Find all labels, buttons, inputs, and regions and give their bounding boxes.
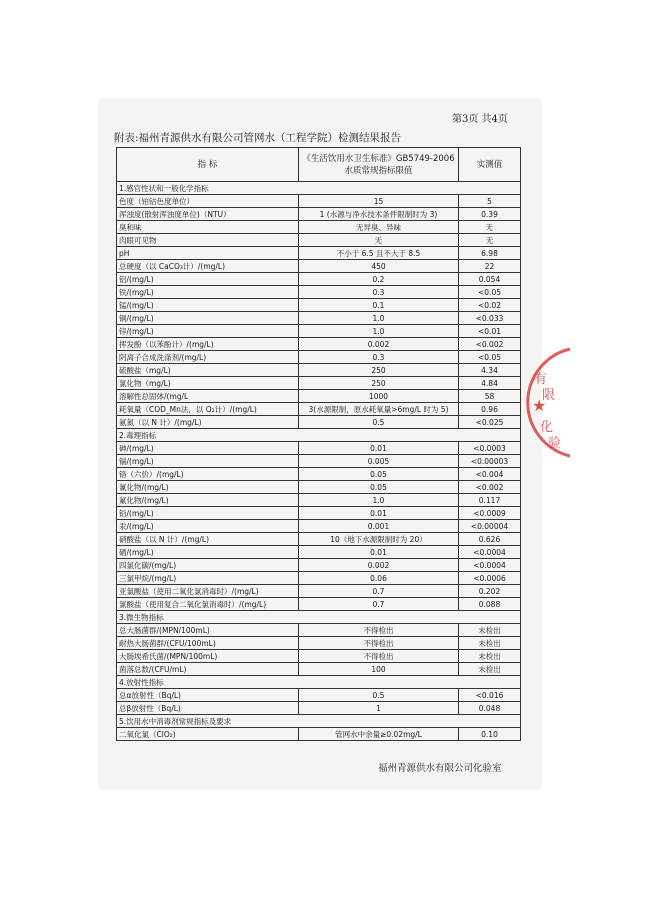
table-row	[117, 494, 521, 507]
svg-text:有: 有	[534, 372, 548, 387]
indicator-cell: 三氯甲烷/(mg/L)	[117, 572, 299, 585]
indicator-cell: 阴离子合成洗涤剂/(mg/L)	[117, 351, 299, 364]
limit-cell: 3(水源限制，原水耗氧量>6mg/L 时为 5)	[299, 403, 459, 416]
limit-cell: 0.06	[299, 572, 459, 585]
indicator-cell: 溶解性总固体/(mg/L	[117, 390, 299, 403]
table-row	[117, 689, 521, 702]
measured-cell: 0.39	[459, 208, 521, 221]
indicator-cell: 菌落总数/(CFU/mL)	[117, 663, 299, 676]
section-title: 4.放射性指标	[117, 676, 521, 689]
limit-cell: 0.05	[299, 468, 459, 481]
indicator-cell: 硝酸盐（以 N 计）/(mg/L)	[117, 533, 299, 546]
table-row	[117, 507, 521, 520]
measured-cell: <0.0006	[459, 572, 521, 585]
limit-cell: 1.0	[299, 312, 459, 325]
table-row	[117, 702, 521, 715]
section-title: 1.感官性状和一般化学指标	[117, 182, 521, 195]
table-row	[117, 572, 521, 585]
measured-cell: 0.054	[459, 273, 521, 286]
indicator-cell: 铬（六价）/(mg/L)	[117, 468, 299, 481]
measured-cell: 0.10	[459, 728, 521, 741]
limit-cell: 1	[299, 702, 459, 715]
measured-cell: 无	[459, 234, 521, 247]
indicator-cell: 硒/(mg/L)	[117, 546, 299, 559]
section-row	[117, 676, 521, 689]
header-standard-line2: 水质常规指标限值	[344, 165, 413, 176]
limit-cell: 0.005	[299, 455, 459, 468]
table-row	[117, 286, 521, 299]
measured-cell: <0.0003	[459, 442, 521, 455]
indicator-cell: 二氧化氯（ClO₂)	[117, 728, 299, 741]
limit-cell: 0.3	[299, 351, 459, 364]
table-row	[117, 260, 521, 273]
measured-cell: 未检出	[459, 650, 521, 663]
measured-cell: 5	[459, 195, 521, 208]
limit-cell: 250	[299, 364, 459, 377]
measured-cell: 0.96	[459, 403, 521, 416]
header-standard-line1: 《生活饮用水卫生标准》GB5749-2006	[302, 153, 455, 164]
table-row	[117, 442, 521, 455]
header-indicator: 指 标	[117, 148, 299, 182]
table-row	[117, 312, 521, 325]
limit-cell: 1.0	[299, 494, 459, 507]
table-row	[117, 637, 521, 650]
section-row	[117, 611, 521, 624]
limit-cell: 不得检出	[299, 624, 459, 637]
measured-cell: <0.05	[459, 286, 521, 299]
indicator-cell: 亚氯酸盐（使用二氧化氯消毒时）/(mg/L)	[117, 585, 299, 598]
limit-cell: 不小于 6.5 且不大于 8.5	[299, 247, 459, 260]
table-header-row	[117, 148, 521, 182]
section-row	[117, 429, 521, 442]
measured-cell: <0.004	[459, 468, 521, 481]
indicator-cell: 铜/(mg/L)	[117, 312, 299, 325]
table-row	[117, 728, 521, 741]
indicator-cell: 浑浊度(散射浑浊度单位)（NTU）	[117, 208, 299, 221]
table-row	[117, 468, 521, 481]
lab-signature: 福州青源供水有限公司化验室	[378, 763, 502, 774]
svg-text:★: ★	[532, 396, 547, 415]
section-title: 3.微生物指标	[117, 611, 521, 624]
table-row	[117, 299, 521, 312]
table-row	[117, 208, 521, 221]
measured-cell: 0.202	[459, 585, 521, 598]
measured-cell: 4.34	[459, 364, 521, 377]
results-table	[116, 147, 521, 741]
measured-cell: <0.0009	[459, 507, 521, 520]
measured-cell: 0.626	[459, 533, 521, 546]
table-row	[117, 650, 521, 663]
limit-cell: 100	[299, 663, 459, 676]
indicator-cell: 四氯化碳/(mg/L)	[117, 559, 299, 572]
measured-cell: <0.002	[459, 481, 521, 494]
report-title: 附表:福州青源供水有限公司管网水（工程学院）检测结果报告	[114, 132, 402, 144]
header-measured: 实测值	[459, 148, 521, 182]
indicator-cell: 铅/(mg/L)	[117, 507, 299, 520]
limit-cell: 0.7	[299, 598, 459, 611]
table-row	[117, 598, 521, 611]
measured-cell: 未检出	[459, 637, 521, 650]
indicator-cell: 氨氮（以 N 计）/(mg/L)	[117, 416, 299, 429]
indicator-cell: 耗氧量（COD_Mn法，以 O₂计）/(mg/L)	[117, 403, 299, 416]
table-row	[117, 546, 521, 559]
table-row	[117, 221, 521, 234]
table-row	[117, 338, 521, 351]
svg-text:限: 限	[542, 388, 556, 403]
limit-cell: 15	[299, 195, 459, 208]
indicator-cell: 硫酸盐（mg/L)	[117, 364, 299, 377]
table-row	[117, 520, 521, 533]
section-title: 2.毒理指标	[117, 429, 521, 442]
indicator-cell: 铝/(mg/L)	[117, 273, 299, 286]
limit-cell: 不得检出	[299, 650, 459, 663]
measured-cell: <0.0004	[459, 546, 521, 559]
table-row	[117, 416, 521, 429]
table-row	[117, 390, 521, 403]
measured-cell: 6.98	[459, 247, 521, 260]
header-standard	[299, 148, 459, 182]
limit-cell: 1.0	[299, 325, 459, 338]
indicator-cell: 耐热大肠菌群/(CFU/100mL)	[117, 637, 299, 650]
table-row	[117, 247, 521, 260]
limit-cell: 0.1	[299, 299, 459, 312]
limit-cell: 1 (水源与净水技术条件限制时为 3)	[299, 208, 459, 221]
table-row	[117, 455, 521, 468]
table-row	[117, 481, 521, 494]
section-title: 5.饮用水中消毒剂常规指标及要求	[117, 715, 521, 728]
limit-cell: 250	[299, 377, 459, 390]
table-row	[117, 663, 521, 676]
indicator-cell: 氟化物/(mg/L)	[117, 494, 299, 507]
measured-cell: 无	[459, 221, 521, 234]
measured-cell: <0.05	[459, 351, 521, 364]
indicator-cell: pH	[117, 247, 299, 260]
limit-cell: 450	[299, 260, 459, 273]
indicator-cell: 砷/(mg/L)	[117, 442, 299, 455]
table-row	[117, 234, 521, 247]
measured-cell: <0.025	[459, 416, 521, 429]
indicator-cell: 肉眼可见物	[117, 234, 299, 247]
section-row	[117, 715, 521, 728]
measured-cell: 0.048	[459, 702, 521, 715]
limit-cell: 0.01	[299, 546, 459, 559]
measured-cell: <0.016	[459, 689, 521, 702]
limit-cell: 0.002	[299, 338, 459, 351]
indicator-cell: 色度（铂钴色度单位）	[117, 195, 299, 208]
indicator-cell: 氰化物/(mg/L)	[117, 481, 299, 494]
limit-cell: 0.5	[299, 689, 459, 702]
svg-text:验: 验	[548, 436, 562, 451]
table-row	[117, 325, 521, 338]
measured-cell: 4.84	[459, 377, 521, 390]
measured-cell: 0.088	[459, 598, 521, 611]
table-row	[117, 559, 521, 572]
table-row	[117, 403, 521, 416]
svg-text:化: 化	[540, 420, 554, 435]
limit-cell: 0.01	[299, 507, 459, 520]
indicator-cell: 氯酸盐（使用复合二氧化氯消毒时）/(mg/L)	[117, 598, 299, 611]
limit-cell: 0.2	[299, 273, 459, 286]
measured-cell: 58	[459, 390, 521, 403]
indicator-cell: 大肠埃希氏菌/(MPN/100mL)	[117, 650, 299, 663]
limit-cell: 0.05	[299, 481, 459, 494]
limit-cell: 0.5	[299, 416, 459, 429]
measured-cell: 未检出	[459, 624, 521, 637]
indicator-cell: 铁/(mg/L)	[117, 286, 299, 299]
indicator-cell: 镉/(mg/L)	[117, 455, 299, 468]
measured-cell: <0.00003	[459, 455, 521, 468]
page-number: 第3页 共4页	[452, 114, 508, 125]
indicator-cell: 挥发酚（以苯酚计）/(mg/L)	[117, 338, 299, 351]
measured-cell: <0.01	[459, 325, 521, 338]
limit-cell: 0.01	[299, 442, 459, 455]
limit-cell: 无	[299, 234, 459, 247]
table-row	[117, 533, 521, 546]
measured-cell: 22	[459, 260, 521, 273]
table-row	[117, 195, 521, 208]
table-row	[117, 624, 521, 637]
table-row	[117, 273, 521, 286]
measured-cell: <0.033	[459, 312, 521, 325]
measured-cell: <0.002	[459, 338, 521, 351]
indicator-cell: 总α放射性（Bq/L)	[117, 689, 299, 702]
measured-cell: 0.117	[459, 494, 521, 507]
table-row	[117, 585, 521, 598]
indicator-cell: 臭和味	[117, 221, 299, 234]
limit-cell: 1000	[299, 390, 459, 403]
table-row	[117, 364, 521, 377]
limit-cell: 0.3	[299, 286, 459, 299]
indicator-cell: 锌/(mg/L)	[117, 325, 299, 338]
indicator-cell: 总硬度（以 CaCO₃计）/(mg/L)	[117, 260, 299, 273]
indicator-cell: 氯化物（mg/L)	[117, 377, 299, 390]
limit-cell: 0.7	[299, 585, 459, 598]
indicator-cell: 汞/(mg/L)	[117, 520, 299, 533]
indicator-cell: 锰/(mg/L)	[117, 299, 299, 312]
limit-cell: 0.001	[299, 520, 459, 533]
limit-cell: 10（地下水源限制时为 20）	[299, 533, 459, 546]
red-seal-stamp	[512, 345, 572, 460]
results-table-body	[117, 148, 521, 741]
indicator-cell: 总大肠菌群/(MPN/100mL)	[117, 624, 299, 637]
measured-cell: <0.02	[459, 299, 521, 312]
measured-cell: <0.0004	[459, 559, 521, 572]
table-row	[117, 377, 521, 390]
section-row	[117, 182, 521, 195]
limit-cell: 管网水中余量≥0.02mg/L	[299, 728, 459, 741]
limit-cell: 无异臭、异味	[299, 221, 459, 234]
limit-cell: 不得检出	[299, 637, 459, 650]
indicator-cell: 总β放射性（Bq/L)	[117, 702, 299, 715]
limit-cell: 0.002	[299, 559, 459, 572]
measured-cell: 未检出	[459, 663, 521, 676]
table-row	[117, 351, 521, 364]
measured-cell: <0.00004	[459, 520, 521, 533]
